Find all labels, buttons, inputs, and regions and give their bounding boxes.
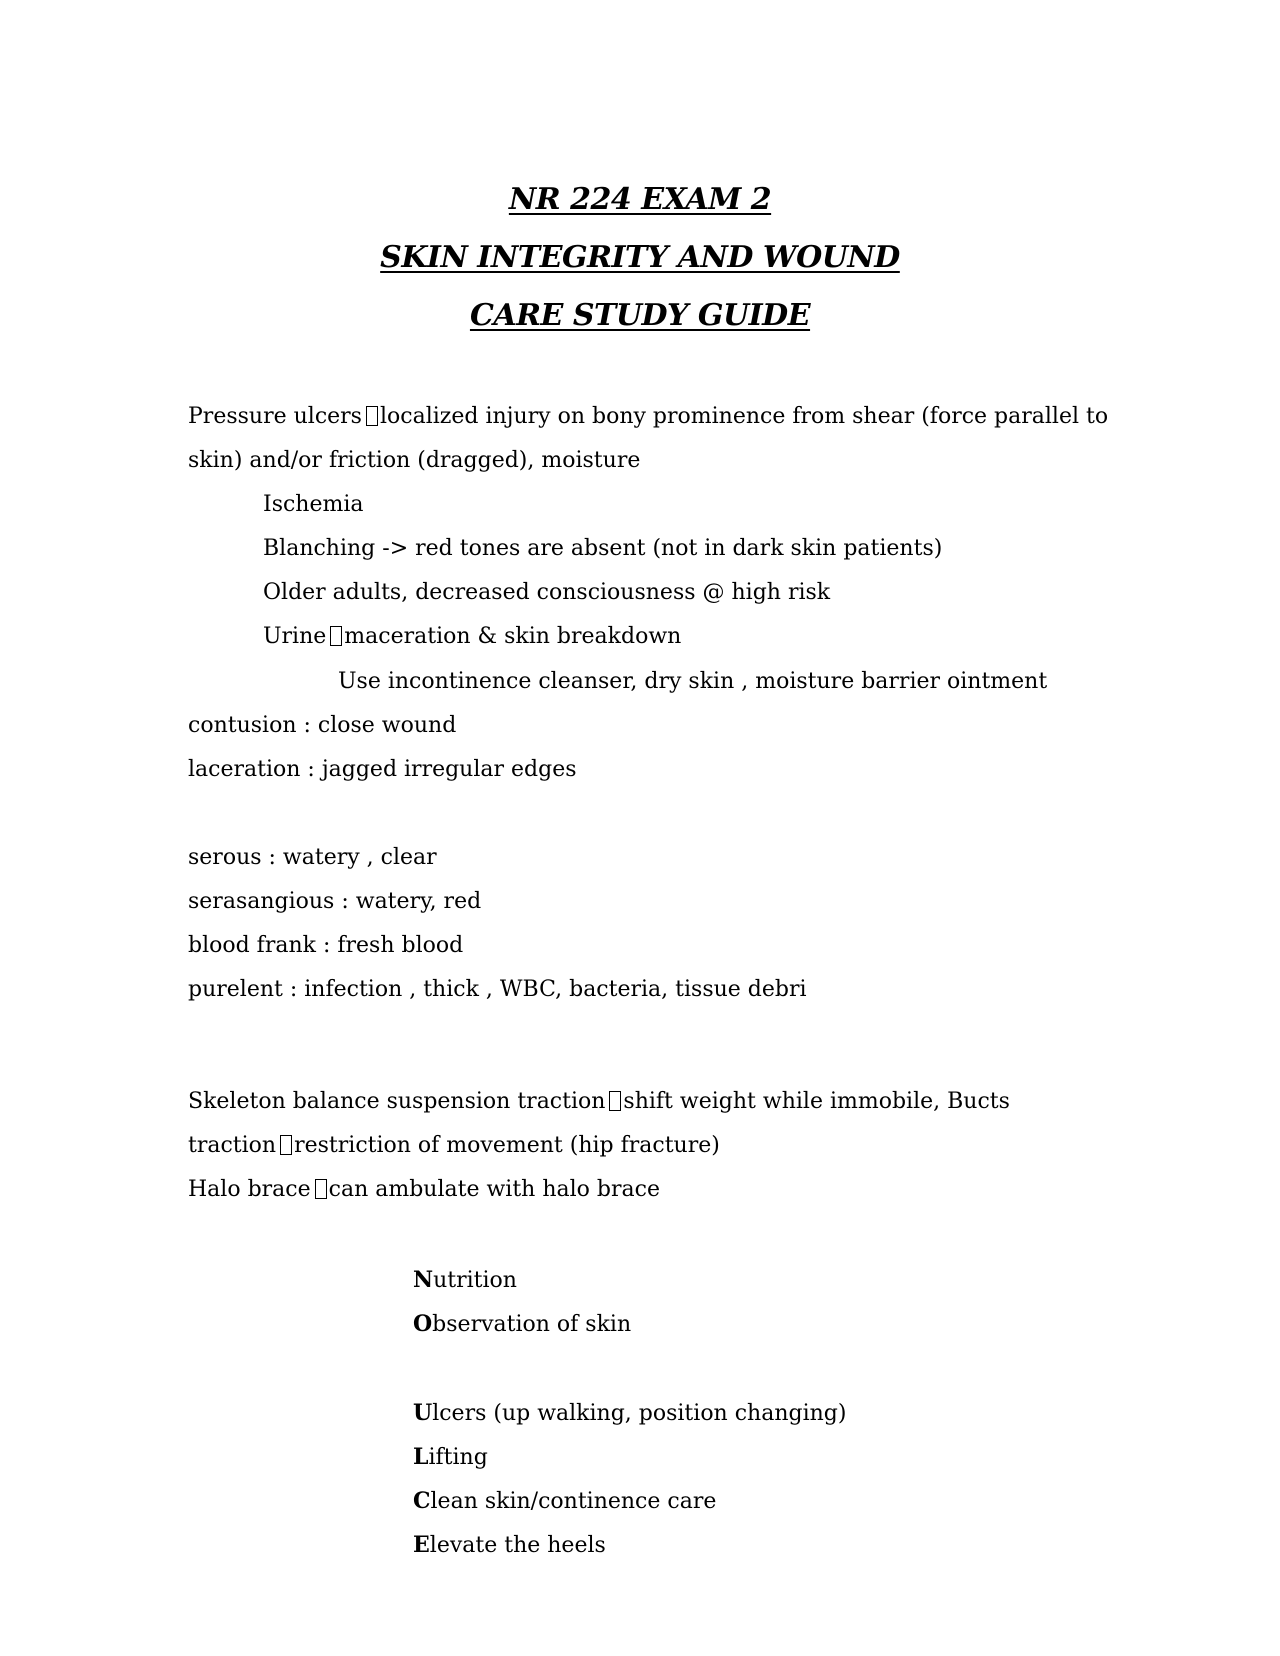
mnemonic-item-nutrition [413,1265,517,1296]
mnemonic-initial: U [413,1400,433,1426]
blanching-line: Blanching -> red tones are absent (not in dark skin patients) [263,536,943,561]
bucts-traction-term: traction [188,1133,277,1158]
pressure-ulcers-definition: localized injury on bony prominence from shear (force parallel to [379,404,1109,429]
mnemonic-item-elevate [413,1530,606,1561]
pressure-ulcers-line [188,402,1108,432]
ischemia-line: Ischemia [263,492,364,517]
purelent-line: purelent : infection , thick , WBC, bacteria, tissue debri [188,977,807,1002]
serasangious-line: serasangious : watery, red [188,889,482,914]
mnemonic-initial: E [413,1532,430,1558]
mnemonic-text: levate the heels [429,1533,606,1558]
halo-brace-line [188,1175,660,1205]
mnemonic-initial: O [413,1311,433,1337]
mnemonic-initial: L [413,1444,429,1470]
skeleton-traction-term: Skeleton balance suspension traction [188,1089,606,1114]
urine-term: Urine [263,624,327,649]
missing-glyph-icon [609,1091,621,1111]
urine-definition: maceration & skin breakdown [344,624,682,649]
title-line-3: CARE STUDY GUIDE [469,298,811,333]
bucts-traction-definition: restriction of movement (hip fracture) [294,1133,720,1158]
urine-line [263,622,681,652]
mnemonic-text: lean skin/continence care [430,1489,717,1514]
missing-glyph-icon [330,626,342,646]
skeleton-traction-definition: shift weight while immobile, Bucts [623,1089,1010,1114]
mnemonic-initial: C [413,1488,431,1514]
contusion-line: contusion : close wound [188,713,457,738]
mnemonic-initial: N [413,1267,434,1293]
mnemonic-text: lcers (up walking, position changing) [432,1401,847,1426]
mnemonic-text: bservation of skin [432,1312,632,1337]
mnemonic-item-clean [413,1486,716,1517]
blood-frank-line: blood frank : fresh blood [188,933,464,958]
title-line-2: SKIN INTEGRITY AND WOUND [380,240,900,275]
older-adults-line: Older adults, decreased consciousness @ high risk [263,580,831,605]
missing-glyph-icon [366,406,378,426]
missing-glyph-icon [280,1135,292,1155]
mnemonic-text: utrition [433,1268,517,1293]
mnemonic-item-lifting [413,1442,488,1473]
laceration-line: laceration : jagged irregular edges [188,757,577,782]
title-line-1: NR 224 EXAM 2 [508,182,772,217]
incontinence-care-line: Use incontinence cleanser, dry skin , moisture barrier ointment [338,669,1048,694]
mnemonic-item-ulcers [413,1398,846,1429]
bucts-traction-line [188,1131,720,1161]
missing-glyph-icon [315,1179,327,1199]
halo-brace-term: Halo brace [188,1177,311,1202]
mnemonic-item-observation [413,1309,631,1340]
pressure-ulcers-continued: skin) and/or friction (dragged), moisture [188,448,641,473]
skeleton-traction-line [188,1087,1010,1117]
halo-brace-definition: can ambulate with halo brace [328,1177,660,1202]
mnemonic-text: ifting [428,1445,488,1470]
pressure-ulcers-term: Pressure ulcers [188,404,362,429]
serous-line: serous : watery , clear [188,845,437,870]
